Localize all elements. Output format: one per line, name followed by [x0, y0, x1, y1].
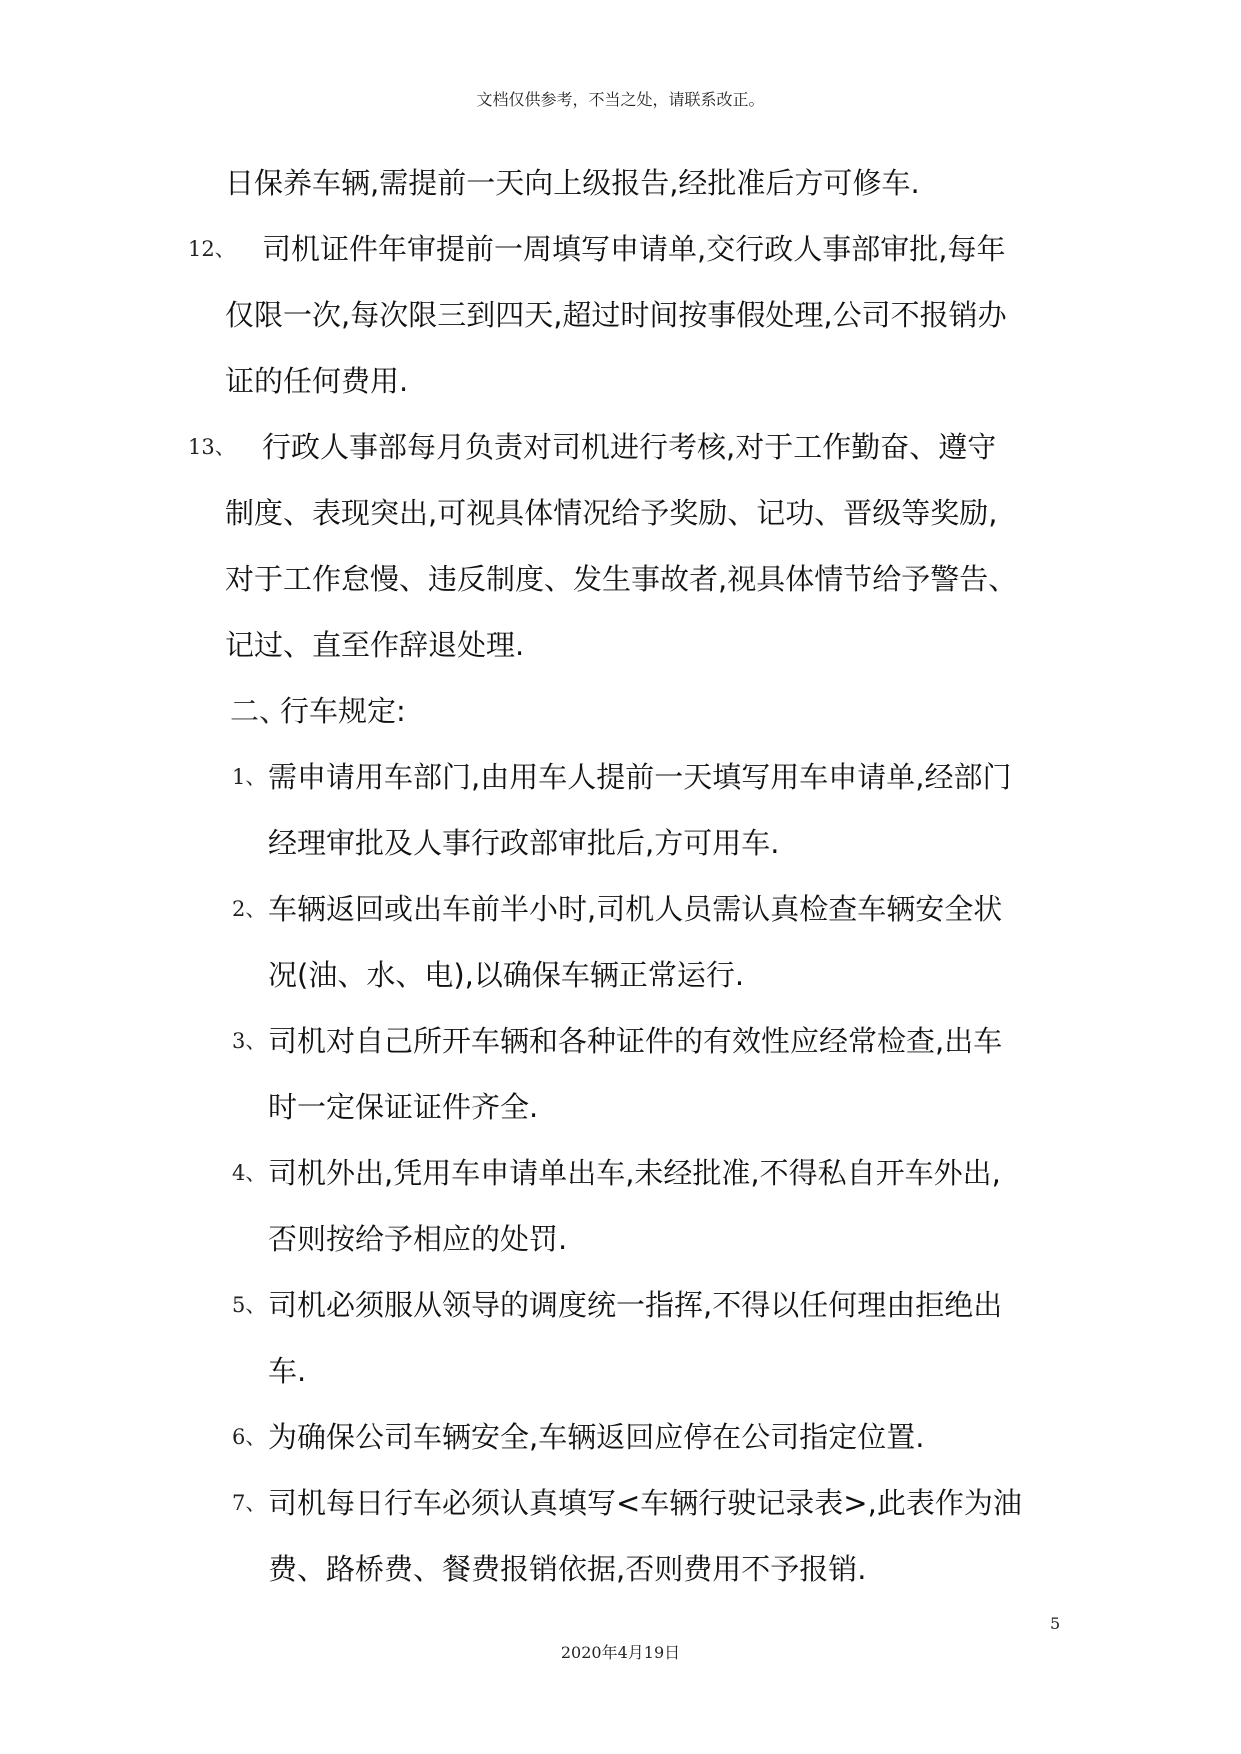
rule-2-line-2: 况(油、水、电),以确保车辆正常运行.: [268, 958, 745, 992]
rule-3-number: 3、: [232, 1029, 267, 1053]
item-12-line-1: 司机证件年审提前一周填写申请单,交行政人事部审批,每年: [262, 232, 1006, 266]
rule-2-number: 2、: [232, 897, 267, 921]
section-2-number: 二、: [230, 694, 289, 728]
rule-7-line-2: 费、路桥费、餐费报销依据,否则费用不予报销.: [268, 1552, 867, 1586]
rule-4-number: 4、: [232, 1161, 267, 1185]
rule-7-line-1: 司机每日行车必须认真填写<车辆行驶记录表>,此表作为油: [268, 1486, 1022, 1520]
rule-5-number: 5、: [232, 1293, 267, 1317]
rule-5-line-1: 司机必须服从领导的调度统一指挥,不得以任何理由拒绝出: [268, 1288, 1003, 1322]
rule-4-line-2: 否则按给予相应的处罚.: [268, 1222, 568, 1256]
item-13-number: 13、: [188, 435, 236, 459]
page-number: 5: [1050, 1614, 1061, 1633]
rule-6-number: 6、: [232, 1425, 267, 1449]
rule-3-line-1: 司机对自己所开车辆和各种证件的有效性应经常检查,出车: [268, 1024, 1003, 1058]
section-2-title: 行车规定:: [280, 694, 406, 728]
rule-4-line-1: 司机外出,凭用车申请单出车,未经批准,不得私自开车外出,: [268, 1156, 1001, 1190]
item-12-number: 12、: [188, 237, 236, 261]
rule-2-line-1: 车辆返回或出车前半小时,司机人员需认真检查车辆安全状: [268, 892, 1003, 926]
rule-1-line-2: 经理审批及人事行政部审批后,方可用车.: [268, 826, 780, 860]
rule-5-line-2: 车.: [268, 1354, 307, 1388]
rule-7-number: 7、: [232, 1491, 267, 1515]
item-13-line-3: 对于工作怠慢、违反制度、发生事故者,视具体情节给予警告、: [225, 562, 1018, 596]
rule-6-line-1: 为确保公司车辆安全,车辆返回应停在公司指定位置.: [268, 1420, 925, 1454]
item-13-line-1: 行政人事部每月负责对司机进行考核,对于工作勤奋、遵守: [262, 430, 997, 464]
item-12-line-2: 仅限一次,每次限三到四天,超过时间按事假处理,公司不报销办: [225, 298, 1007, 332]
item-13-line-4: 记过、直至作辞退处理.: [225, 628, 525, 662]
item-12-line-3: 证的任何费用.: [225, 364, 409, 398]
rule-1-line-1: 需申请用车部门,由用车人提前一天填写用车申请单,经部门: [268, 760, 1012, 794]
rule-3-line-2: 时一定保证证件齐全.: [268, 1090, 539, 1124]
continuation-line: 日保养车辆,需提前一天向上级报告,经批准后方可修车.: [225, 166, 920, 200]
header-disclaimer: 文档仅供参考，不当之处，请联系改正。: [476, 90, 765, 109]
footer-date: 2020年4月19日: [560, 1643, 681, 1662]
item-13-line-2: 制度、表现突出,可视具体情况给予奖励、记功、晋级等奖励,: [225, 496, 998, 530]
rule-1-number: 1、: [232, 765, 267, 789]
